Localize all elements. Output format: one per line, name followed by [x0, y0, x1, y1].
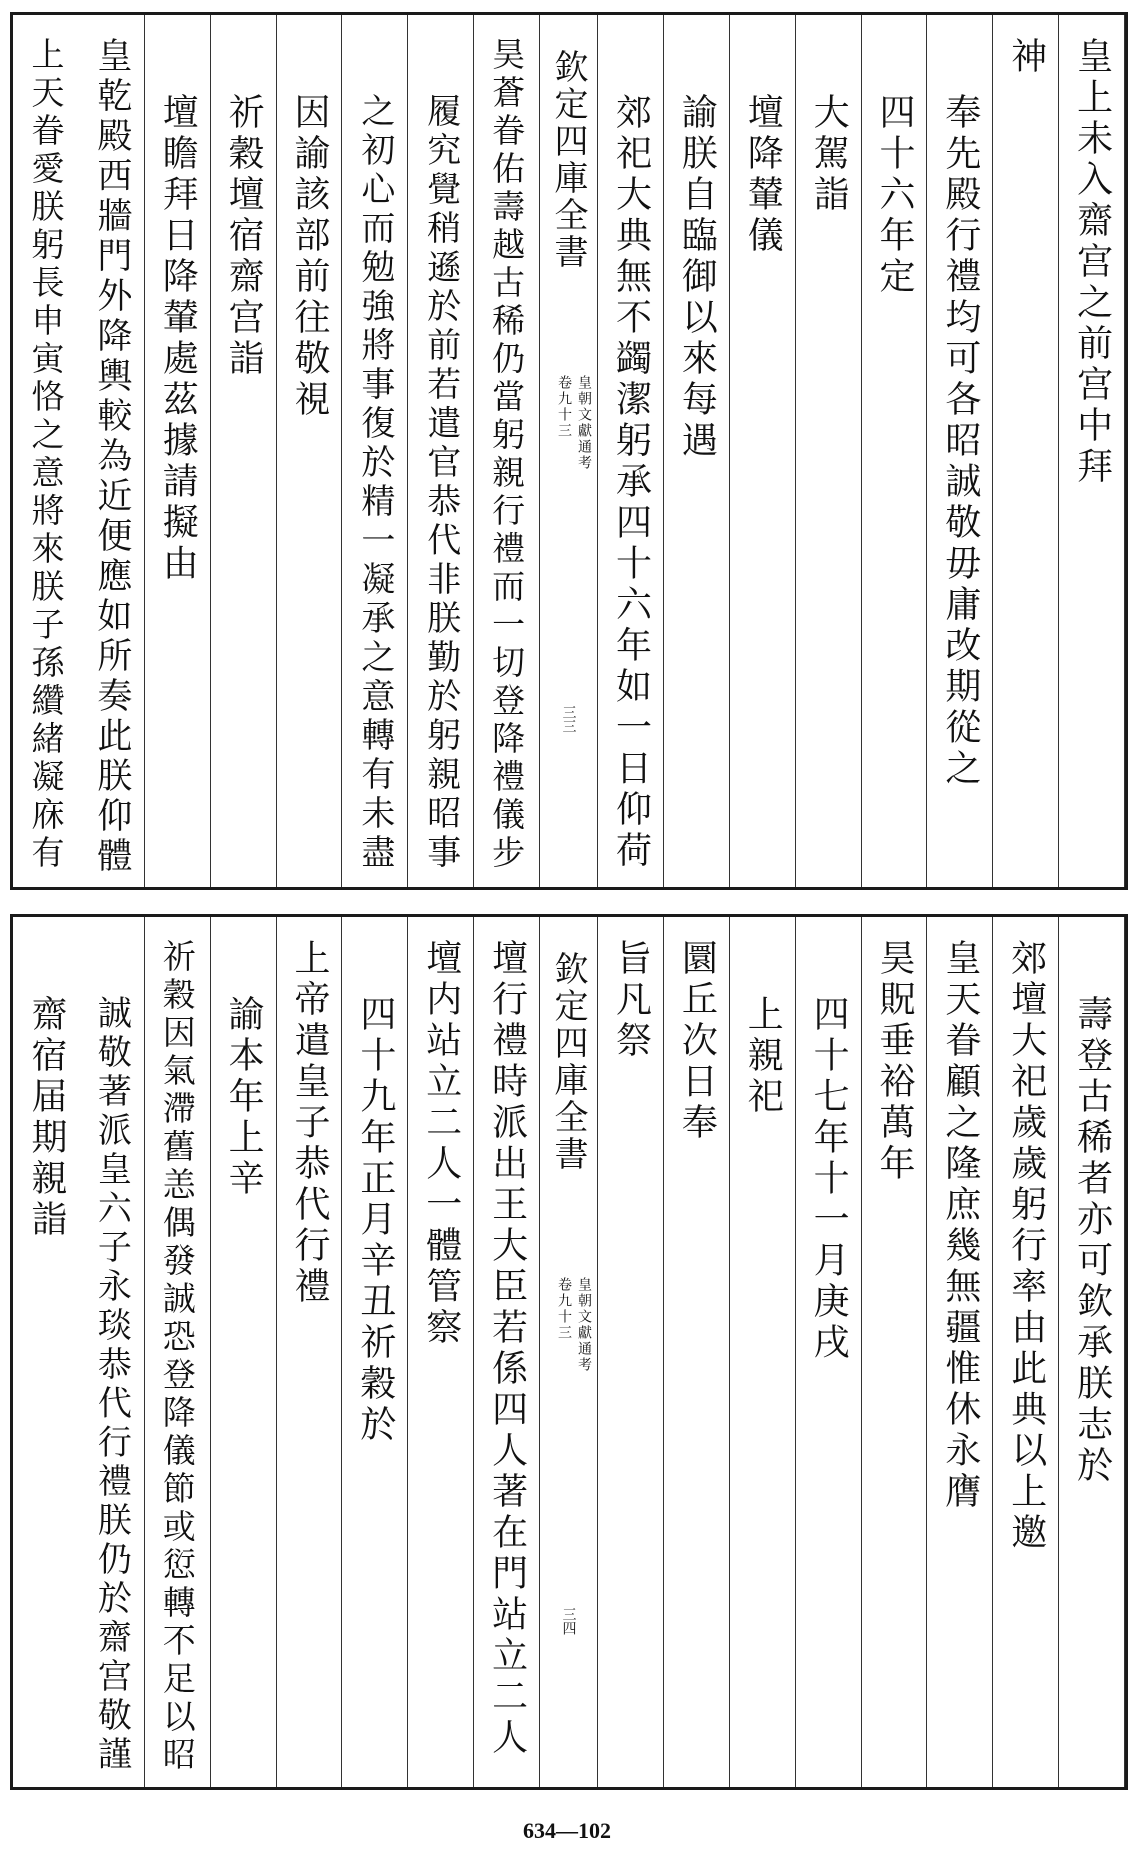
text-column [796, 917, 862, 1787]
banner-book-title: 皇朝文獻通考 [576, 1277, 592, 1373]
text-column [730, 15, 796, 887]
column-text: 四十六年定 [873, 93, 915, 298]
column-text: 上親祀 [742, 995, 784, 1118]
column-text: 上天眷愛朕躬長申寅恪之意將來朕子孫纘緒凝庥有 [26, 37, 66, 873]
text-column [145, 15, 211, 887]
column-text: 昊蒼眷佑壽越古稀仍當躬親行禮而一切登降禮儀步 [487, 37, 527, 873]
column-text: 四十九年正月辛丑祈穀於 [354, 995, 396, 1446]
text-column [927, 15, 993, 887]
banner-book-title: 皇朝文獻通考 [576, 375, 592, 471]
text-column [277, 15, 343, 887]
banner-title: 欽定四庫全書 [548, 951, 588, 1173]
banner-title: 欽定四庫全書 [548, 49, 588, 271]
column-text: 壇行禮時派出王大臣若係四人著在門站立二人 [486, 939, 528, 1759]
text-column [862, 15, 928, 887]
text-column [342, 917, 408, 1787]
column-text: 祈穀壇宿齋宫詣 [223, 93, 265, 380]
column-text: 壇降輦儀 [742, 93, 784, 257]
text-column [993, 917, 1059, 1787]
text-column [277, 917, 343, 1787]
text-column [664, 917, 730, 1787]
column-text: 昊貺垂裕萬年 [873, 939, 915, 1185]
text-column [993, 15, 1059, 887]
text-column [342, 15, 408, 887]
column-text: 郊祀大典無不蠲潔躬承四十六年如一日仰荷 [610, 93, 652, 872]
column-text: 祈穀因氣滯舊恙偶發誠恐登降儀節或愆轉不足以昭 [157, 939, 197, 1775]
column-text: 因諭該部前往敬視 [288, 93, 330, 421]
column-text: 四十七年十一月庚戌 [808, 995, 850, 1364]
column-text: 齋宿届期親詣 [25, 995, 67, 1241]
text-column [13, 917, 79, 1787]
text-column [664, 15, 730, 887]
column-text: 皇上未入齋宫之前宫中拜 [1071, 37, 1113, 488]
text-column [145, 917, 211, 1787]
column-text: 履究覺稍遜於前若遣官恭代非朕勤於躬親昭事 [420, 93, 461, 873]
text-column [598, 15, 664, 887]
page-footer-number: 634—102 [523, 1818, 611, 1843]
column-text: 旨凡祭 [610, 939, 652, 1062]
banner-volume: 卷九十三 [556, 375, 572, 439]
page-bottom [10, 914, 1128, 1790]
banner-column [540, 917, 598, 1787]
text-column [79, 917, 145, 1787]
text-column [474, 917, 540, 1787]
page-top [10, 12, 1128, 890]
column-text: 壇瞻拜日降輦處茲據請擬由 [157, 93, 199, 585]
text-column [474, 15, 540, 887]
text-column [211, 917, 277, 1787]
column-text: 諭本年上辛 [223, 995, 265, 1200]
column-text: 諭朕自臨御以來每遇 [676, 93, 718, 462]
text-column [408, 917, 474, 1787]
column-text: 圜丘次日奉 [676, 939, 718, 1144]
column-text: 皇乾殿西牆門外降輿較為近便應如所奏此朕仰體 [91, 37, 132, 877]
text-column [408, 15, 474, 887]
column-text: 壽登古稀者亦可欽承朕志於 [1071, 995, 1113, 1487]
text-column [211, 15, 277, 887]
text-column [862, 917, 928, 1787]
text-column [927, 917, 993, 1787]
column-text: 神 [1005, 37, 1047, 78]
text-column [730, 917, 796, 1787]
text-column [79, 15, 145, 887]
banner-page-number: 三三 [560, 705, 577, 733]
banner-volume: 卷九十三 [556, 1277, 572, 1341]
column-text: 郊壇大祀歲歲躬行率由此典以上邀 [1005, 939, 1047, 1554]
column-text: 誠敬著派皇六子永琰恭代行禮朕仍於齋宫敬謹 [91, 995, 132, 1775]
column-text: 壇内站立二人一體管察 [420, 939, 462, 1349]
column-text: 大駕詣 [808, 93, 850, 216]
column-text: 奉先殿行禮均可各昭誠敬毋庸改期從之 [939, 93, 981, 790]
banner-page-number: 三四 [560, 1607, 577, 1635]
column-text: 皇天眷顧之隆庶幾無疆惟休永膺 [939, 939, 981, 1513]
banner-column [540, 15, 598, 887]
text-column [13, 15, 79, 887]
column-text: 上帝遣皇子恭代行禮 [288, 939, 330, 1308]
text-column [796, 15, 862, 887]
text-column [598, 917, 664, 1787]
text-column [1059, 15, 1125, 887]
text-column [1059, 917, 1125, 1787]
column-text: 之初心而勉強將事復於精一凝承之意轉有未盡 [354, 93, 395, 873]
